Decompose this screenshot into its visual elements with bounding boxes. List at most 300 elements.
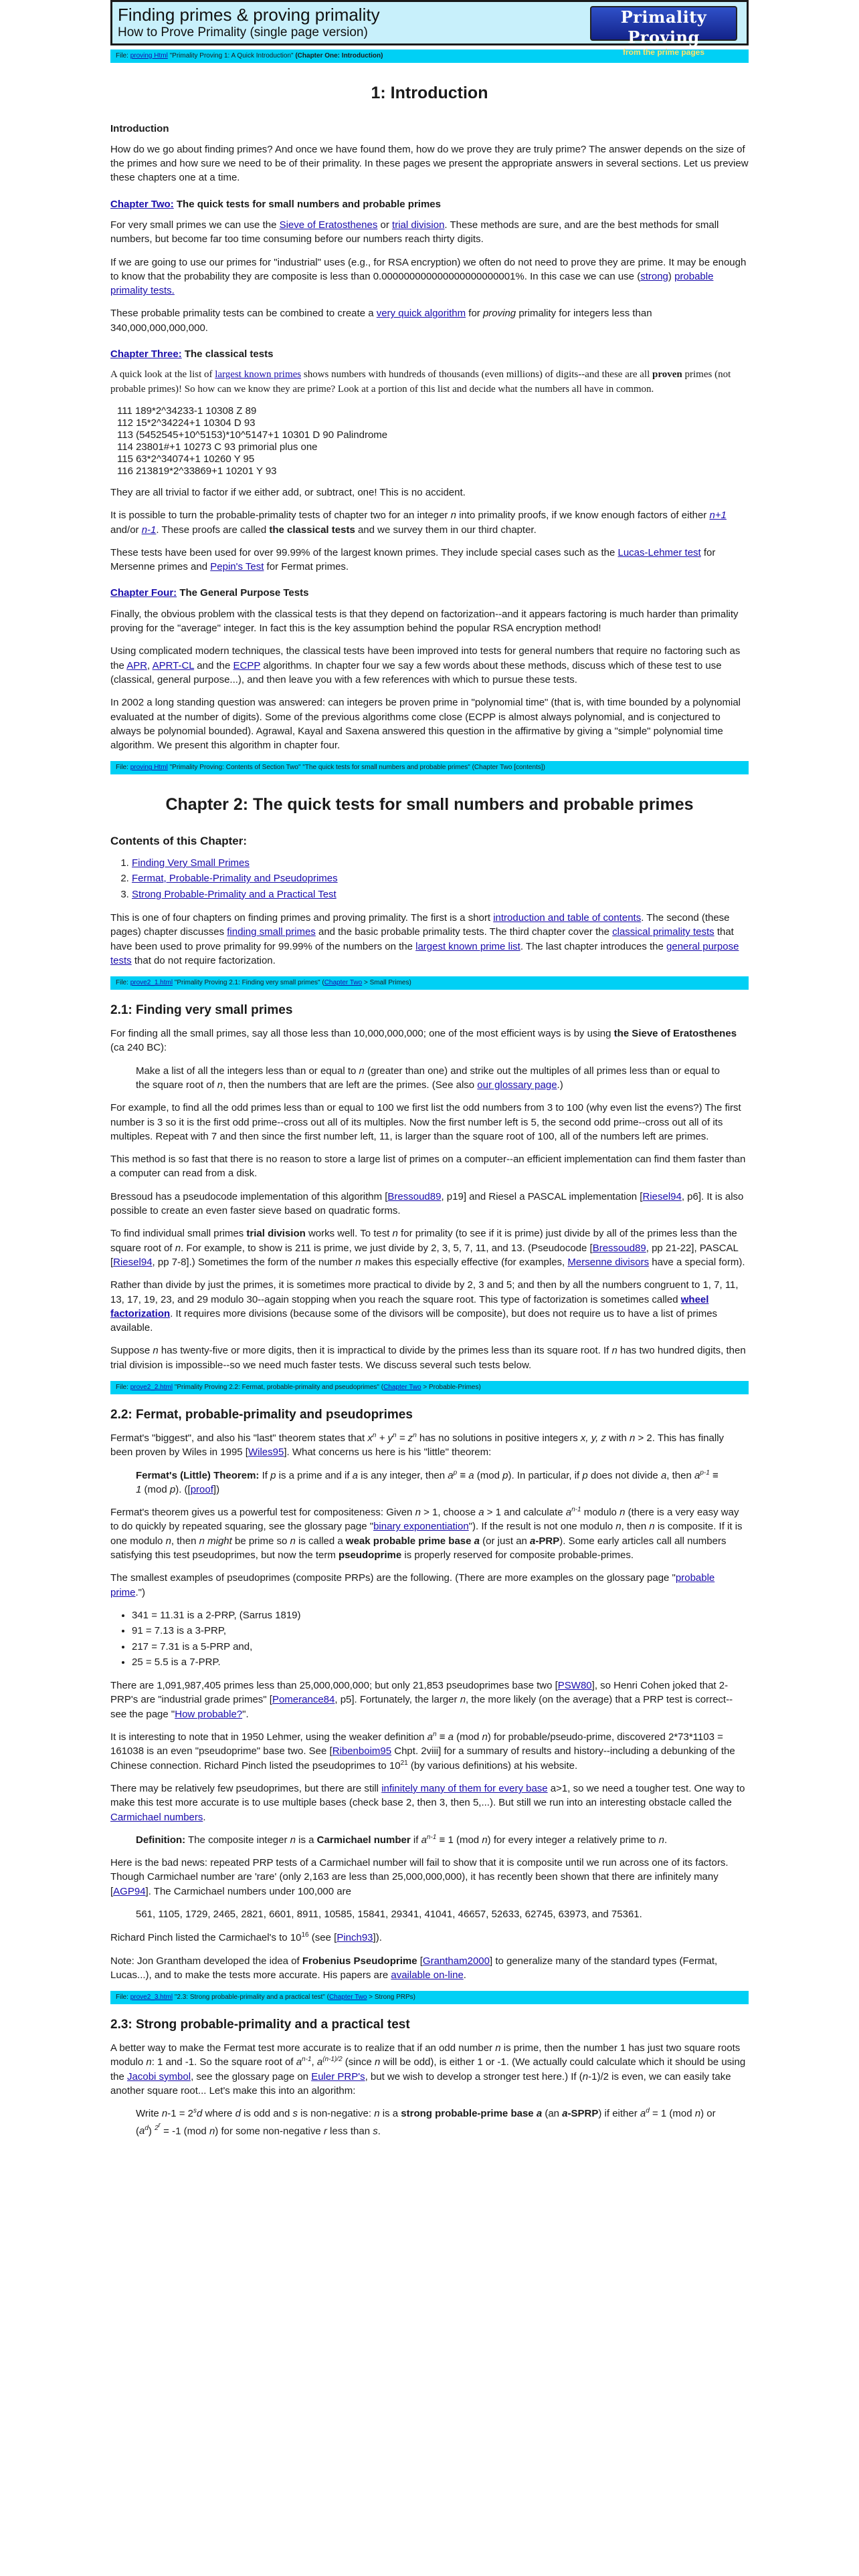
text: Fermat's theorem gives us a powerful test for compositeness: Given [110, 1507, 415, 1519]
file-bar-2-3: File: prove2_3.html "2.3: Strong probable-primality and a practical test" (Chapter Two > Strong PRPs) [110, 1991, 749, 2004]
trial-division-link[interactable]: trial division [392, 219, 445, 231]
text: To find individual small primes [110, 1228, 247, 1240]
paragraph [110, 1431, 749, 1460]
chapter-two-bar-link[interactable]: Chapter Two [383, 1384, 421, 1392]
text: and the [194, 659, 233, 671]
list-item: 111 189*2^34233-1 10308 Z 89 [117, 405, 257, 417]
text: It is interesting to note that in 1950 Lehmer, using the weaker definition [110, 1731, 427, 1743]
section-2-1-title: 2.1: Finding very small primes [110, 1003, 293, 1018]
text: relatively prime to [574, 1834, 659, 1846]
paragraph [110, 255, 749, 298]
file-label: File: [116, 979, 128, 987]
text: , then [171, 1535, 199, 1547]
text: 21 [400, 1759, 408, 1767]
pepins-test-link[interactable]: Pepin's Test [210, 561, 264, 573]
file-link[interactable]: proving Html [130, 764, 168, 772]
text: Richard Pinch listed the Carmichael's to 10 [110, 1932, 302, 1944]
text: n [415, 1507, 421, 1519]
text: (mod [474, 1469, 503, 1481]
text: is called a [295, 1535, 346, 1547]
text: s [193, 2107, 197, 2115]
infinitely-many-link[interactable]: infinitely many of them for every base [381, 1782, 548, 1794]
file-link[interactable]: prove2_2.html [130, 1384, 173, 1392]
text: , p6]. It is also possible to create an even faster sieve based on quadratic forms. [110, 1190, 744, 1217]
file-bar-2-2: File: prove2_2.html "Primality Proving 2.2: Fermat, probable-primality and pseudoprimes" (Chapter Two > Probable-Primes) [110, 1381, 749, 1394]
how-probable-link[interactable]: How probable? [175, 1708, 243, 1720]
text: weak probable prime base [345, 1535, 474, 1547]
paragraph [110, 1190, 749, 1218]
toc-link-strong[interactable]: Strong Probable-Primality and a Practical Test [132, 888, 337, 900]
text: is prime, then the number 1 has just two square roots modulo [110, 2042, 741, 2068]
text: ) or ( [136, 2108, 716, 2137]
text: , pp 21-22], PASCAL [ [110, 1242, 739, 1268]
binary-exponentiation-link[interactable]: binary exponentiation [373, 1521, 469, 1533]
text: for primality (to see if it is prime) just divide by all of the primes less than the square root of [110, 1228, 737, 1254]
paragraph [110, 546, 749, 574]
finding-small-primes-link[interactable]: finding small primes [227, 926, 316, 938]
intro-heading: Introduction [110, 122, 169, 134]
n-plus-1-link[interactable]: n+1 [709, 510, 727, 522]
heading-text: The quick tests for small numbers and probable primes [173, 198, 441, 210]
paragraph [110, 1571, 749, 1600]
text: If we are going to use our primes for "industrial" uses (e.g., for RSA encryption) we often do not need to prove they are prime. It may be enough to know that the probability they are composite is less than 0.000000000000000000000001%. In this case we can use ( [110, 256, 747, 282]
primality-proving-logo[interactable] [590, 6, 737, 57]
heading-text: The General Purpose Tests [177, 587, 309, 599]
paragraph: In 2002 a long standing question was answered: can integers be proven prime in "polynomial time" (that is, with time bounded by a polynomial evaluated at the number of digits). Some of the previous algorithms come close (ECPP is almost always polynomial, and is conjectured to always be polynomial bounded). Agrawal, Kayal and Saxena answered this question in the affirmative by giving a "simple" polynomial time algorithm. We present this algorithm in chapter four. [110, 697, 741, 752]
heading-text: The classical tests [181, 348, 274, 360]
n-minus-1-link[interactable]: n-1 [141, 524, 157, 536]
paragraph [110, 1730, 749, 1773]
paragraph [110, 1278, 749, 1335]
text: = -1 (mod [160, 2125, 209, 2137]
text: ]. The Carmichael numbers under 100,000 are [145, 1885, 351, 1897]
text: n [694, 2108, 701, 2120]
text: the Sieve of Eratosthenes [613, 1028, 737, 1040]
text: n [217, 1079, 223, 1091]
section-2-2-title: 2.2: Fermat, probable-primality and pseudoprimes [110, 1408, 413, 1422]
text: n [146, 2056, 152, 2068]
text: .) [557, 1079, 563, 1091]
text: . The last chapter introduces the [520, 940, 667, 952]
equation: $a^p \equiv a$ [448, 1469, 474, 1481]
file-label: File: [116, 1994, 128, 2002]
text: ] to generalize many of the standard types (Fermat, Lucas...), and to make the tests more accurate. His papers are [110, 1955, 718, 1981]
text: n [374, 2108, 380, 2120]
text: (mod [141, 1483, 170, 1495]
largest-known-primes-link[interactable]: largest known primes [215, 369, 302, 381]
text: , pp 7-8].) Sometimes the form of the number [152, 1256, 356, 1268]
logo-sub-text: from the prime pages [622, 47, 705, 57]
text: a [352, 1469, 359, 1481]
text: Suppose [110, 1345, 153, 1357]
fermat-theorem [136, 1469, 723, 1497]
text: . [377, 2125, 381, 2137]
text: . [203, 1811, 206, 1823]
chapter-2-title: Chapter 2: The quick tests for small numbers and probable primes [165, 795, 694, 815]
carmichael-numbers-link[interactable]: Carmichael numbers [110, 1811, 203, 1823]
text: n [392, 1228, 398, 1240]
text: n [359, 1065, 365, 1077]
text: ) for some non-negative [215, 2125, 324, 2137]
text: , p19] and Riesel a PASCAL implementation [ [441, 1190, 643, 1202]
text: For very small primes we can use the [110, 219, 280, 231]
chapter-four-preview-heading [110, 586, 749, 600]
equation: $a^n \equiv a$ [427, 1731, 454, 1743]
text: has two hundred digits, then trial division is impossible--so we need much faster tests. We discuss several such tests below. [110, 1345, 746, 1371]
text: The smallest examples of pseudoprimes (composite PRPs) are the following. (There are more examples on the glossary page " [110, 1572, 676, 1584]
text: pseudoprime [339, 1549, 402, 1562]
text: (an [542, 2108, 563, 2120]
text: ). Some early articles call all numbers satisfying this test pseudoprimes, but now the term [110, 1535, 727, 1562]
file-desc: "Primality Proving 2.2: Fermat, probable-primality and pseudoprimes" [173, 1384, 381, 1392]
text: It is possible to turn the probable-primality tests of chapter two for an integer [110, 510, 451, 522]
text: , see the glossary page on [191, 2070, 312, 2082]
text: n [629, 1432, 636, 1444]
text: (by various definitions) at his website. [407, 1759, 578, 1772]
file-link[interactable]: proving Html [130, 52, 168, 60]
proof-link[interactable]: proof [190, 1483, 213, 1495]
text: a [478, 1507, 484, 1519]
text: is non-negative: [297, 2108, 375, 2120]
file-desc: "Primality Proving: Contents of Section Two" "The quick tests for small numbers and probable primes" (Chapter Two [contents]) [167, 764, 545, 772]
text: -1 = 2 [167, 2108, 194, 2120]
text: ) for probable/pseudo-prime, discovered 2*73*1103 = 161038 is an even "pseudoprime" base two. See [ [110, 1731, 723, 1757]
text: n [495, 2042, 501, 2054]
text: p [502, 1469, 508, 1481]
text: , [147, 659, 153, 671]
text: n [175, 1242, 181, 1254]
text: modulo [581, 1507, 620, 1519]
sprp-definition [136, 2107, 723, 2138]
prime-list [117, 405, 749, 477]
chapter-two-bar-link[interactable]: Chapter Two [328, 1994, 367, 2002]
chapter-two-preview-heading [110, 197, 749, 211]
intro-paragraph: How do we go about finding primes? And once we have found them, how do we prove they are truly prime? The answer depends on the size of the primes and how sure we need to be of their primality. In these pages we present the appropriate answers in several sections. Let us preview these chapters one at a time. [110, 143, 749, 184]
text: = 1 (mod [649, 2108, 695, 2120]
ribenboim95-link[interactable]: Ribenboim95 [332, 1745, 392, 1757]
text: if [410, 1834, 421, 1846]
text: n [649, 1521, 655, 1533]
text: ". [242, 1708, 249, 1720]
text: n [290, 1834, 296, 1846]
text: p [169, 1483, 176, 1495]
mersenne-divisors-link[interactable]: Mersenne divisors [567, 1256, 650, 1268]
text: Bressoud has a pseudocode implementation of this algorithm [ [110, 1190, 388, 1202]
text: n [290, 1535, 296, 1547]
text: n [450, 510, 456, 522]
probable-primality-tests-link[interactable]: probable primality tests. [110, 270, 714, 297]
text: Chpt. 2viii] for a summary of results and history--including a debunking of the Chinese connection. Richard Pinch listed the pseudoprimes to 10 [110, 1745, 735, 1772]
site-subtitle: How to Prove Primality (single page version) [118, 25, 368, 39]
largest-prime-list-link[interactable]: largest known prime list [415, 940, 520, 952]
text: primes (not probable primes)! So how can we know they are prime? Look at a portion of this list and decide what the numbers all have in common. [110, 369, 731, 395]
text: Using complicated modern techniques, the classical tests have been improved into tests for general numbers that require no factoring such as the [110, 645, 741, 671]
text: ) [148, 2125, 155, 2137]
contents-heading: Contents of this Chapter: [110, 834, 247, 847]
sieve-link[interactable]: Sieve of Eratosthenes [279, 219, 378, 231]
lucas-lehmer-link[interactable]: Lucas-Lehmer test [617, 546, 701, 558]
text: , the more likely (on the average) that a PRP test is correct--see the page " [110, 1694, 733, 1720]
text: ]. What concerns us here is his "little" theorem: [284, 1446, 492, 1459]
text: ]) [213, 1483, 220, 1495]
ecpp-link[interactable]: ECPP [233, 659, 261, 671]
euler-prps-link[interactable]: Euler PRP's [311, 2070, 365, 2082]
psw80-link[interactable]: PSW80 [557, 1680, 592, 1692]
text: A quick look at the list of [110, 369, 215, 381]
text: ) for every integer [487, 1834, 569, 1846]
text: a [474, 1535, 480, 1547]
text: , [311, 2056, 317, 2068]
text: that have been used to prove primality for 99.99% of the numbers on the [110, 926, 734, 952]
file-tail: > Small Primes) [362, 979, 411, 987]
text: . These proofs are called [156, 524, 270, 536]
list-item: 116 213819*2^33869+1 10201 Y 93 [117, 465, 277, 477]
riesel94-link[interactable]: Riesel94 [642, 1190, 682, 1202]
toc-link-small-primes[interactable]: Finding Very Small Primes [132, 857, 250, 869]
file-desc: "Primality Proving 1: A Quick Introduction" [167, 52, 296, 60]
text: n [153, 1345, 159, 1357]
paragraph [110, 1226, 749, 1269]
text: A better way to make the Fermat test more accurate is to realize that if an odd number [110, 2042, 496, 2054]
text: -1)/2 is even, we can easily take another square root... Let's make this into an algorithm: [110, 2070, 731, 2097]
paragraph [110, 1505, 749, 1562]
toc-item [132, 856, 749, 870]
site-title: Finding primes & proving primality [118, 5, 380, 25]
text: n [165, 1535, 171, 1547]
text: The composite integer [185, 1834, 290, 1846]
paragraph: Finally, the obvious problem with the classical tests is that they depend on factorization--and it appears factoring is much harder than primality proving for the "average" integer. In fact this is the key assumption behind the popular RSA encryption method! [110, 608, 739, 635]
paragraph [110, 218, 749, 247]
bressoud89-link[interactable]: Bressoud89 [387, 1190, 442, 1202]
paragraph [110, 644, 749, 687]
text: is any integer, then [358, 1469, 448, 1481]
text: n [619, 1507, 626, 1519]
text: algorithms. In chapter four we say a few words about these methods, discuss which of these test to use (classical, general purpose...), and then leave you with a few references with which to pursue these tests. [110, 659, 722, 685]
text: is a [295, 1834, 317, 1846]
text: be prime so [231, 1535, 290, 1547]
wiles95-link[interactable]: Wiles95 [248, 1446, 284, 1459]
paragraph [110, 306, 749, 335]
text: n [658, 1834, 664, 1846]
aprt-cl-link[interactable]: APRT-CL [152, 659, 195, 671]
text: n [209, 2125, 215, 2137]
sieve-quote [136, 1064, 723, 1093]
text: [ [417, 1955, 423, 1967]
text: r [323, 2125, 327, 2137]
jacobi-symbol-link[interactable]: Jacobi symbol [127, 2070, 191, 2082]
text: (mod [453, 1731, 482, 1743]
text: These tests have been used for over 99.99% of the largest known primes. They include special cases such as the [110, 546, 618, 558]
text: is composite. If it is one modulo [110, 1521, 743, 1547]
text: This is one of four chapters on finding primes and proving primality. The first is a short [110, 911, 494, 924]
paragraph [110, 368, 749, 397]
text: does not divide [587, 1469, 661, 1481]
text: s [373, 2125, 378, 2137]
paragraph [110, 1679, 749, 1721]
list-item: 113 (5452545+10^5153)*10^5147+1 10301 D 90 Palindrome [117, 429, 388, 441]
text: for Mersenne primes and [110, 546, 716, 573]
text: and/or [110, 524, 142, 536]
paragraph [110, 2041, 749, 2098]
file-label: File: [116, 764, 128, 772]
riesel94-link[interactable]: Riesel94 [113, 1256, 153, 1268]
paragraph [110, 1027, 749, 1055]
file-desc: "2.3: Strong probable-primality and a practical test" [173, 1994, 327, 2002]
text: n [375, 2056, 381, 2068]
text: ], so Henri Cohen joked that 2-PRP's are "industrial grade primes" [ [110, 1680, 729, 1706]
text: Frobenius Pseudoprime [302, 1955, 417, 1967]
text: If [259, 1469, 271, 1481]
chapter-three-link[interactable]: Chapter Three: [110, 348, 182, 360]
text: Here is the bad news: repeated PRP tests of a Carmichael number will fail to show that it is composite until we run across one of its factors. Though Carmichael number are 'rare' (only 2,163 are less than 25,000,000,000), it has recently been shown that there are infinitely many [ [110, 1857, 729, 1897]
text: a>1, so we need a tougher test. One way to make this test more accurate is to use multiple bases (check base 2, then 3, then 5,...). But still we run into an interesting obstacle called the [110, 1782, 745, 1809]
text: Definition: [136, 1834, 186, 1846]
equation: $a^d$ [640, 2107, 650, 2120]
chapter-two-link[interactable]: Chapter Two: [110, 198, 174, 210]
text: have a special form). [649, 1256, 745, 1268]
text: p [270, 1469, 276, 1481]
paragraph [110, 1856, 749, 1899]
equation: $a^{n-1}$ [296, 2056, 312, 2068]
equation: $a^{(n-1)/2}$ [316, 2056, 343, 2068]
text: x, y, z [580, 1432, 606, 1444]
paragraph: They are all trivial to factor if we either add, or subtract, one! This is no accident. [110, 486, 466, 498]
pseudoprime-list [110, 1608, 749, 1669]
chapter-four-link[interactable]: Chapter Four: [110, 587, 177, 599]
text: strong probable-prime base [401, 2108, 537, 2120]
text: d [197, 2108, 203, 2120]
text: works well. To test [305, 1228, 393, 1240]
text: . These methods are sure, and are the best methods for small numbers, but become far too time consuming before our numbers reach thirty digits. [110, 219, 719, 245]
text: a [530, 1535, 536, 1547]
file-tail: > Probable-Primes) [421, 1384, 481, 1392]
section-2-3-title: 2.3: Strong probable-primality and a practical test [110, 2018, 410, 2032]
file-link[interactable]: prove2_1.html [130, 979, 173, 987]
text: p [582, 1469, 588, 1481]
strong-link[interactable]: strong [640, 270, 668, 282]
available-online-link[interactable]: available on-line [391, 1969, 464, 1981]
text: These probable primality tests can be combined to create a [110, 308, 377, 320]
text: a [536, 2108, 543, 2120]
text: a [562, 2108, 568, 2120]
equation: $a^{n-1}$ ≡ [421, 1833, 448, 1846]
text: Note: Jon Grantham developed the idea of [110, 1955, 302, 1967]
grantham2000-link[interactable]: Grantham2000 [422, 1955, 490, 1967]
text: proving [482, 308, 516, 320]
list-item: • 217 = 7.31 is a 5-PRP and, [132, 1640, 749, 1654]
pomerance84-link[interactable]: Pomerance84 [272, 1694, 335, 1706]
chapter-toc [110, 856, 749, 901]
logo-main-text: Primality Proving [620, 7, 707, 47]
text: ) [668, 270, 675, 282]
text: the classical tests [269, 524, 355, 536]
text: (since [342, 2056, 375, 2068]
text: (greater than one) and strike out the multiples of all primes less than or equal to the square root of [136, 1065, 720, 1091]
apr-link[interactable]: APR [126, 659, 148, 671]
list-item: 115 63*2^34074+1 10260 Y 95 [117, 453, 255, 465]
text: , then [621, 1521, 650, 1533]
text: trial division [246, 1228, 306, 1240]
intro-toc-link[interactable]: introduction and table of contents [493, 911, 642, 924]
classical-tests-link[interactable]: classical primality tests [612, 926, 714, 938]
text: has no solutions in positive integers [416, 1432, 581, 1444]
bressoud89-link[interactable]: Bressoud89 [592, 1242, 646, 1254]
equation: 2r [155, 2121, 161, 2132]
text: n [482, 1731, 488, 1743]
general-purpose-tests-link[interactable]: general purpose tests [110, 940, 739, 966]
text: (ca 240 BC): [110, 1042, 167, 1054]
text: Fermat's "biggest", and also his "last" theorem states that [110, 1432, 368, 1444]
text: (there is a very easy way to do quickly by repeated squaring, see the glossary page " [110, 1507, 739, 1533]
text: n [611, 1345, 617, 1357]
list-item: 112 15*2^34224+1 10304 D 93 [117, 417, 256, 429]
file-link[interactable]: prove2_3.html [130, 1994, 173, 2002]
text: For finding all the small primes, say all those less than 10,000,000,000; one of the most efficient ways is by using [110, 1028, 614, 1040]
list-item: • 25 = 5.5 is a 7-PRP. [132, 1655, 749, 1669]
chapter-three-preview-heading [110, 347, 749, 361]
text: Carmichael number [316, 1834, 411, 1846]
list-item: • 341 = 11.31 is a 2-PRP, (Sarrus 1819) [132, 1608, 749, 1622]
text: proven [652, 369, 682, 381]
text: ) if either [598, 2108, 640, 2120]
paragraph: This method is so fast that there is no reason to store a large list of primes on a computer--an efficient implementation can find them faster than a computer can read from a disk. [110, 1154, 746, 1180]
file-desc: "Primality Proving 2.1: Finding very small primes" [173, 979, 322, 987]
text: : 1 and -1. So the square root of [151, 2056, 296, 2068]
text: and we survey them in our third chapter. [355, 524, 537, 536]
text: .") [135, 1586, 146, 1598]
text: n [355, 1256, 361, 1268]
toc-link-fermat[interactable]: Fermat, Probable-Primality and Pseudoprimes [132, 873, 338, 885]
text: > 1 and calculate [484, 1507, 566, 1519]
list-item: 114 23801#+1 10273 C 93 primorial plus one [117, 441, 318, 453]
text: or [377, 219, 393, 231]
wheel-factorization-link[interactable]: wheel factorization [110, 1293, 709, 1319]
text: for Fermat primes. [264, 561, 349, 573]
text: s [292, 2108, 298, 2120]
chapter-two-bar-link[interactable]: Chapter Two [324, 979, 363, 987]
text: (see [ [308, 1932, 337, 1944]
text: into primality proofs, if we know enough factors of either [456, 510, 710, 522]
glossary-link[interactable]: our glossary page [477, 1079, 557, 1091]
text: n [615, 1521, 622, 1533]
text: n [482, 1834, 488, 1846]
text: Rather than divide by just the primes, it is sometimes more practical to divide by 2, 3 and 5; and then by all the numbers congruent to 1, 7, 11, 13, 17, 19, 23, and 29 modulo 30--again stopping when you reach the square root. This type of factorization is sometimes called [110, 1279, 739, 1305]
text: . [463, 1969, 466, 1981]
probable-prime-link[interactable]: probable prime [110, 1572, 715, 1598]
text: > 1, choose [420, 1507, 479, 1519]
text: ]). [373, 1932, 382, 1944]
list-item: • 91 = 7.13 is a 3-PRP, [132, 1624, 749, 1638]
agp94-link[interactable]: AGP94 [113, 1885, 146, 1897]
file-label: File: [116, 52, 128, 60]
text: , then the numbers that are left are the primes. (See also [223, 1079, 478, 1091]
paragraph: For example, to find all the odd primes less than or equal to 100 we first list the odd numbers from 3 to 100 (why even list the evens?) The first number is 3 so it is the first odd prime--cross out all of its multiples. Now the first number left is 5, the second odd prime--cross out all of its multiples. Repeat with 7 and then since the first number left, 11, is larger than the square root of 100, all of the numbers left are primes. [110, 1102, 741, 1142]
text: a [660, 1469, 667, 1481]
text: Write [136, 2108, 162, 2120]
text: , p5]. Fortunately, the larger [335, 1694, 460, 1706]
quick-algorithm-link[interactable]: very quick algorithm [376, 308, 466, 320]
text: shows numbers with hundreds of thousands (even millions) of digits--and these are all [301, 369, 653, 381]
text: 1 (mod [448, 1834, 482, 1846]
carmichael-definition [136, 1833, 723, 1847]
text: is a [379, 2108, 401, 2120]
toc-item [132, 887, 749, 901]
equation: $a^{n-1}$ [565, 1506, 581, 1519]
text: -PRP [535, 1535, 560, 1547]
text: less than [326, 2125, 373, 2137]
pinch93-link[interactable]: Pinch93 [337, 1932, 373, 1944]
paragraph [110, 508, 749, 537]
